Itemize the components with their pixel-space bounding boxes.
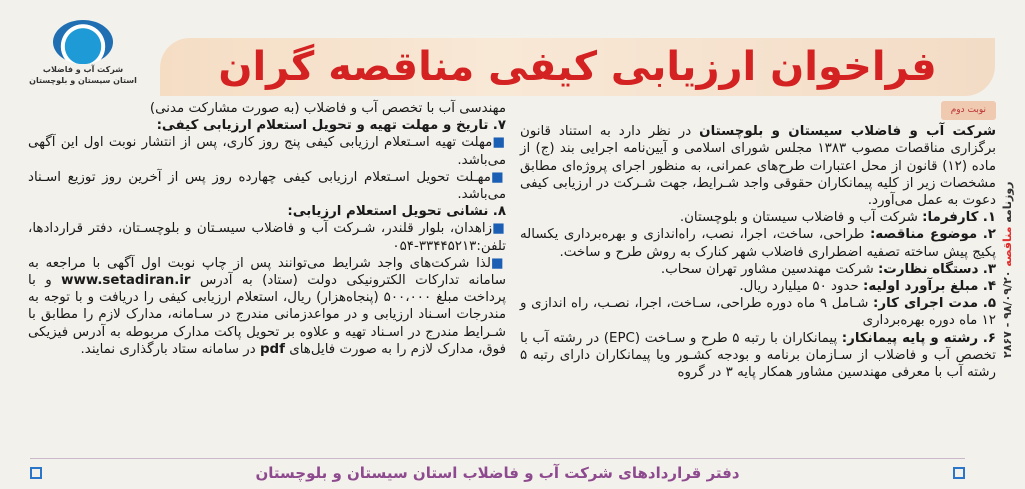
closing-text-b: و با پرداخت مبلغ ۵۰۰،۰۰۰ (پنجاه‌هزار) ریال، استعلام ارزیابی کیفی را دریافت و با توجه به مندرجات اسـناد ارزیابی و در مواعدزمانی مندرج در سـامانه، مدارک لازم را مطابق با شـرایط مندرج در اسـناد تهیه و علاوه بر تحویل پاکت مدارک مربوطه به آدرس فیزیکی فوق، مدارک لازم را به صورت فایل‌های — [28, 273, 506, 357]
item-label: کارفرما: — [922, 210, 979, 226]
logo-line-1: شرکت آب و فاضلاب — [42, 65, 124, 74]
item-label: رشته و پایه پیمانکار: — [841, 330, 979, 346]
closing-paragraph — [28, 255, 506, 358]
item-4 — [520, 278, 996, 295]
item-8-bullet-1 — [28, 220, 506, 254]
item-7-bullet-2 — [28, 169, 506, 203]
water-drop-logo-icon — [53, 20, 113, 64]
item-6-continued: مهندسی آب با تخصص آب و فاضلاب (به صورت مشارکت مدنی) — [149, 101, 506, 116]
item-number: ۱. — [982, 210, 996, 226]
item-label: مدت اجرای کار: — [873, 296, 979, 312]
title-band — [160, 38, 995, 96]
side-code: ۹۸/۰۹/۲۰ - ۲۸۶۷ — [1001, 270, 1014, 359]
item-label: مبلغ برآورد اولیه: — [863, 279, 979, 295]
closing-text-a: لذا شرکت‌های واجد شرایط می‌توانند پس از چاپ نوبت اول آگهی با مراجعه به سامانه تدارکات الکترونیکی دولت (ستاد) به آدرس — [28, 255, 507, 289]
item-8-title — [28, 203, 506, 220]
item-text: پیمانکاران با رتبه ۵ طرح و سـاخت (EPC) در رشته آب با تخصص آب و فاضلاب از سـازمان برنامه و بودجه کشـور ویا پیمانکاران دارای رتبه ۵ رشته آب با معرفی مهندسین مشاور همکار پایه ۳ در گروه — [520, 330, 996, 381]
item-text: شرکت آب و فاضلاب سیستان و بلوچستان. — [679, 210, 923, 226]
item-2 — [520, 226, 996, 260]
square-bullet-icon — [30, 467, 42, 479]
side-newspaper: روزنامه — [1001, 181, 1014, 223]
item-text: شـامل ۹ ماه دوره طراحی، سـاخت، اجرا، نصـب، راه اندازی و ۱۲ ماه دوره بهره‌برداری — [520, 296, 996, 329]
notice-title: فراخوان ارزیابی کیفی مناقصه گران — [218, 44, 937, 90]
item-5 — [520, 295, 996, 329]
item-number: ۶. — [982, 330, 996, 346]
item-6 — [520, 330, 996, 382]
left-column — [28, 100, 506, 358]
item-number: ۷. — [492, 118, 506, 134]
square-bullet-icon: ■ — [490, 255, 506, 271]
item-text: حدود ۵۰ میلیارد ریال. — [739, 279, 864, 295]
side-band — [1001, 120, 1025, 420]
pdf-term: pdf — [259, 341, 285, 357]
square-bullet-icon — [953, 467, 965, 479]
item-number: ۲. — [982, 227, 996, 243]
side-brand: مناقصه — [1001, 226, 1014, 267]
intro-company: شرکت آب و فاضلاب سیستان و بلوچستان — [699, 124, 996, 140]
square-bullet-icon: ■ — [490, 169, 507, 185]
item-number: ۳. — [982, 261, 996, 277]
item-label: موضوع مناقصه: — [869, 227, 978, 243]
square-bullet-icon: ■ — [492, 135, 506, 151]
intro-text: در نظر دارد به استناد قانون برگزاری مناقصات مصوب ۱۳۸۳ مجلس شورای اسلامی و آیین‌نامه اجرایی بند (ج) از ماده (۱۲) قانون از محل اعتبارات طرح‌های عمرانی، به منظور اجرای پروژه‌ای مطابق مشخصات زیر از کلیه پیمانکاران حقوقی واجد شـرایط، جهت شـرکت در ارزیابی کیفی دعوت به عمل می‌آورد. — [520, 124, 996, 209]
setad-link[interactable]: www.setadiran.ir — [61, 273, 191, 289]
item-number: ۸. — [492, 204, 506, 220]
right-column — [520, 100, 996, 381]
item-number: ۴. — [982, 279, 996, 295]
square-bullet-icon: ■ — [492, 221, 506, 237]
item-number: ۵. — [982, 296, 996, 312]
item-1 — [520, 209, 996, 226]
bullet-text: مهلت تهیه اسـتعلام ارزیابی کیفی پنج روز کاری، پس از انتشار نوبت اول این آگهی می‌باشد. — [28, 135, 506, 168]
item-label: تاریخ و مهلت تهیه و تحویل استعلام ارزیابی کیفی: — [156, 118, 489, 134]
intro-paragraph — [520, 123, 996, 209]
item-text: شرکت مهندسین مشاور تهران سحاب. — [660, 261, 878, 277]
item-3 — [520, 261, 996, 278]
logo-line-2: استان سیستان و بلوچستان — [29, 76, 137, 85]
edition-tag: نوبت دوم — [941, 101, 996, 120]
item-label: دستگاه نظارت: — [877, 261, 979, 277]
item-7-title — [28, 117, 506, 134]
footer-signature: دفتر قراردادهای شرکت آب و فاضلاب استان سیستان و بلوچستان — [255, 464, 740, 482]
item-text: طراحی، ساخت، اجرا، نصب، راه‌اندازی و بهره‌برداری یکساله پکیج پیش ساخته تصفیه اضطراری فاضلاب شهر کنارک به روش طرح و ساخت. — [520, 227, 996, 260]
footer-divider — [30, 458, 965, 459]
bullet-text: زاهدان، بلوار قلندر، شـرکت آب و فاضلاب سیسـتان و بلوچسـتان، دفتر قراردادها، تلفن:۳۳۴۴۵۲۱۳-۰۵۴ — [28, 221, 506, 254]
footer — [30, 462, 965, 484]
item-7-bullet-1 — [28, 134, 506, 168]
item-label: نشانی تحویل استعلام ارزیابی: — [287, 204, 489, 220]
closing-text-c: در سامانه ستاد بارگذاری نمایند. — [80, 341, 260, 357]
bullet-text: مهـلت تحویل اسـتعلام ارزیابی کیفی چهارده روز پس از آخرین روز توزیع اسـناد می‌باشد. — [28, 169, 506, 203]
